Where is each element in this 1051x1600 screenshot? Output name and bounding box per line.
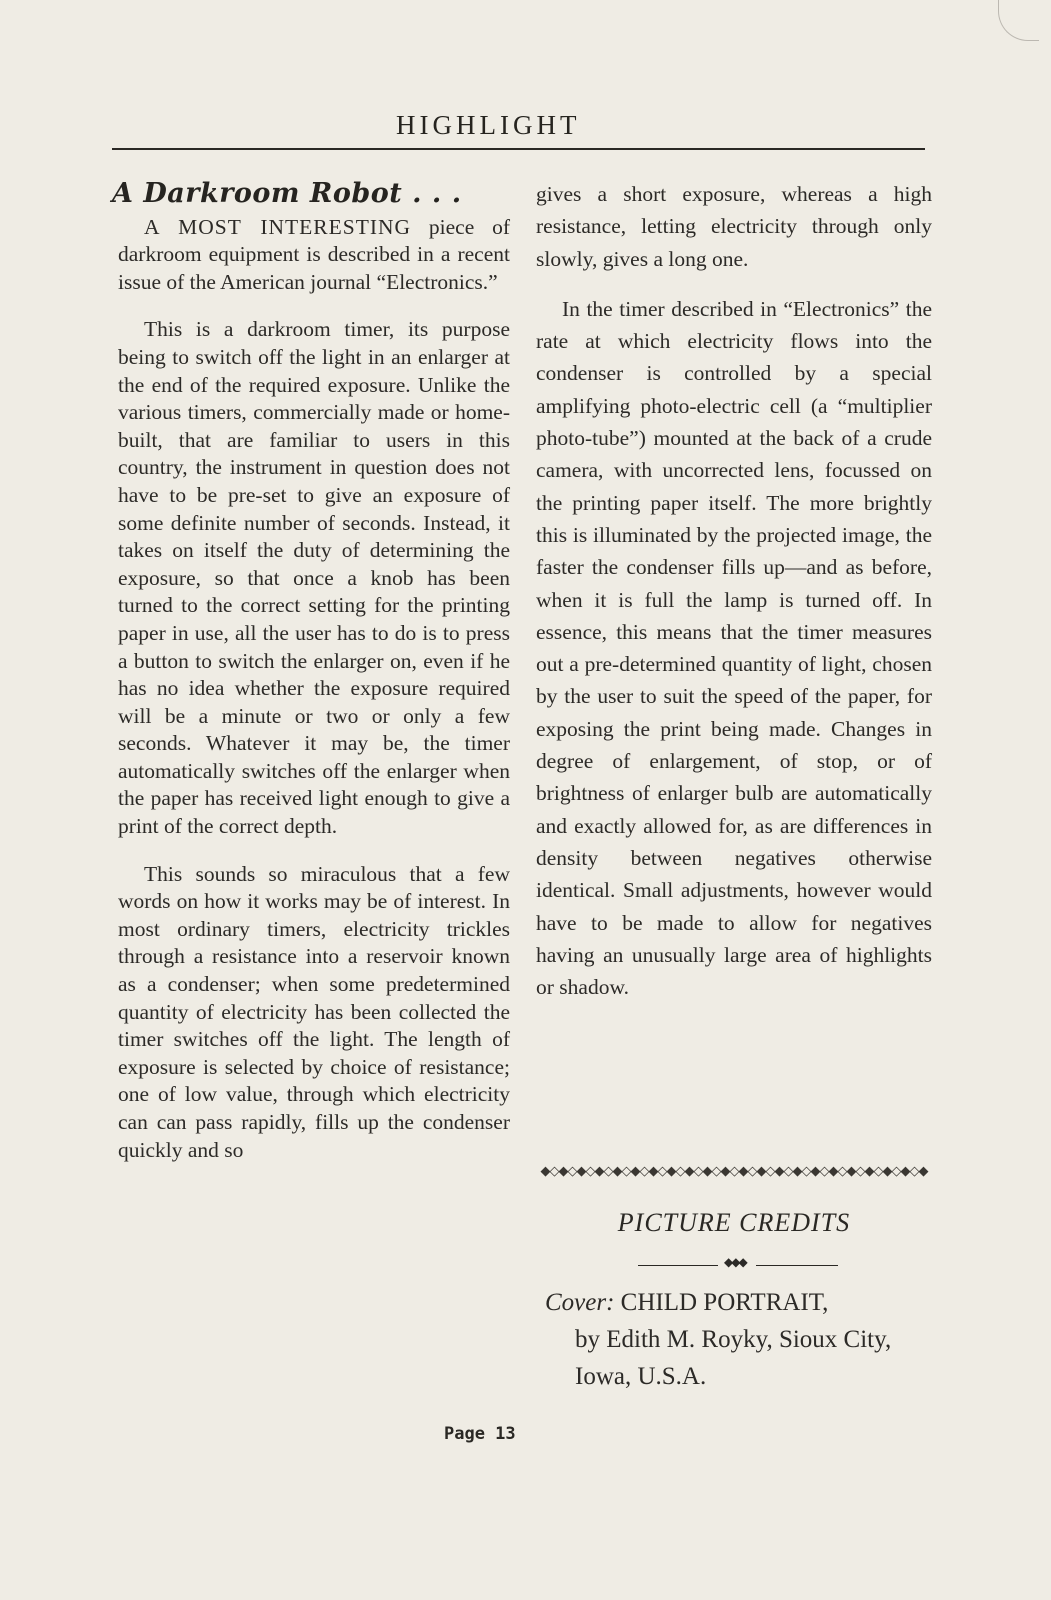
credits-line-2: by Edith M. Royky, Sioux City, Iowa, U.S.A. [575, 1326, 892, 1390]
right-column [536, 178, 932, 1021]
left-column [112, 176, 510, 1184]
credits-rule [638, 1255, 838, 1272]
paragraph-1-rest: piece of darkroom equipment is described in a recent issue of the American journal “Electronics.” [118, 214, 510, 294]
credits-line-1: CHILD PORTRAIT, [620, 1289, 829, 1316]
paragraph-3: This sounds so miraculous that a few words on how it works may be of interest. In most ordinary timers, electricity trickles through a resistance into a reservoir known as a condenser; when some predetermined quantity of electricity has been collected the timer switches off the light. The length of exposure is selected by choice of resistance; one of low value, through which electricity can can pass rapidly, fills up the condenser quickly and so [118, 861, 510, 1162]
credits-rule-right [756, 1265, 838, 1266]
paragraph-2: This is a darkroom timer, its purpose being to switch off the light in an enlarger at the end of the required exposure. Unlike the various timers, commercially made or home-built, that are familiar to users in this country, the instrument in question does not have to be pre-set to give an exposure of some definite number of seconds. Instead, it takes on itself the duty of determining the exposure, so that once a knob has been turned to the correct setting for the printing paper in use, all the user has to do is to press a button to switch the enlarger on, even if he has no idea whether the exposure required will be a minute or two or only a few seconds. Whatever it may be, the timer automatically switches off the enlarger when the paper has received light enough to give a print of the correct depth. [118, 317, 510, 839]
section-header: HIGHLIGHT [396, 110, 581, 140]
credits-rule-ornament: ◆◆◆ [724, 1255, 746, 1269]
page-corner-mark [998, 0, 1039, 41]
page-number: Page 13 [444, 1424, 516, 1444]
paragraph-4: gives a short exposure, whereas a high resistance, letting electricity through only slowly, gives a long one. [536, 182, 932, 271]
credits-label: Cover: [545, 1289, 615, 1316]
lead-caps: A MOST INTERESTING [144, 214, 412, 239]
paragraph-1 [118, 214, 510, 297]
article-title: A Darkroom Robot . . . [112, 178, 462, 209]
credits-body [545, 1284, 935, 1395]
credits-title: PICTURE CREDITS [617, 1208, 851, 1237]
credits-rule-left [638, 1265, 718, 1266]
paragraph-5: In the timer described in “Electronics” the rate at which electricity flows into the condenser is controlled by a special amplifying photo-electric cell (a “multiplier photo-tube”) mounted at the back of a crude camera, with uncorrected lens, focussed on the printing paper itself. The more brightly this is illuminated by the projected image, the faster the condenser fills up—and as before, when it is full the lamp is turned off. In essence, this means that the timer measures out a pre-determined quantity of light, chosen by the user to suit the speed of the paper, for exposing the print being made. Changes in degree of enlargement, of stop, or of brightness of enlarger bulb are automatically and exactly allowed for, as are differences in density between negatives otherwise identical. Small adjustments, however would have to be made to allow for negatives having an unusually large area of highlights or shadow. [536, 296, 932, 1000]
header-rule [112, 148, 925, 150]
ornamental-divider: ◆◇◆◇◆◇◆◇◆◇◆◇◆◇◆◇◆◇◆◇◆◇◆◇◆◇◆◇◆◇◆◇◆◇◆◇◆◇◆◇◆◇◆ [540, 1164, 928, 1179]
